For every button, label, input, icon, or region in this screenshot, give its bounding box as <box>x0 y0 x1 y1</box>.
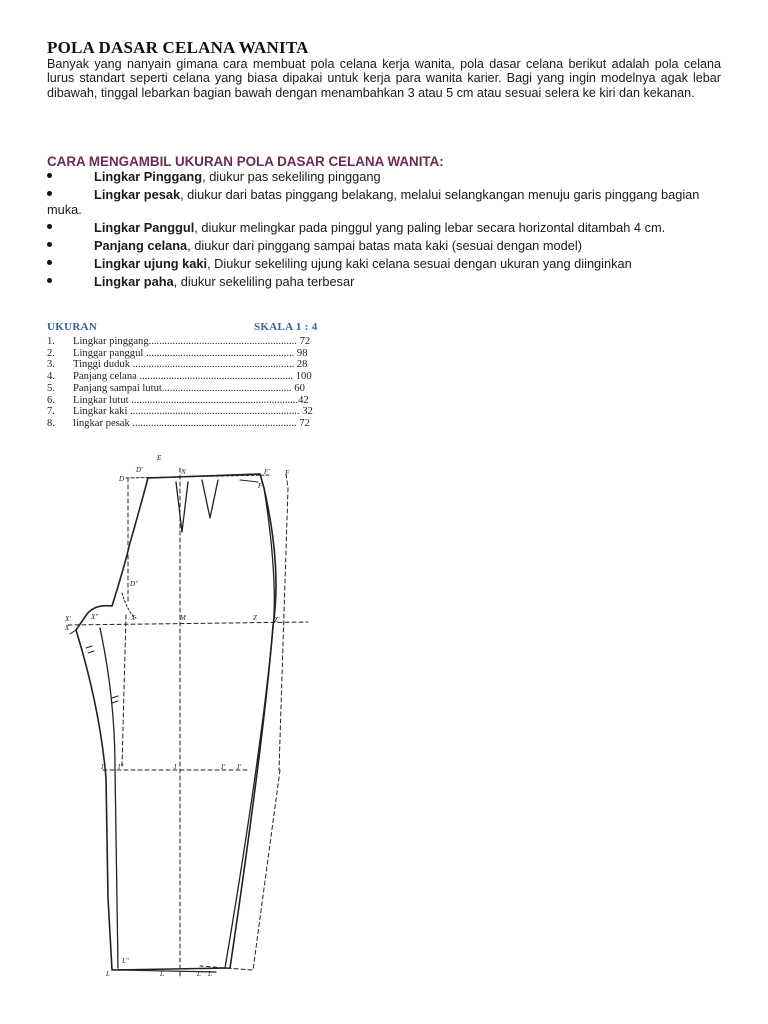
list-item <box>47 348 313 360</box>
measure-term: Lingkar Pinggang <box>94 169 203 184</box>
measure-term: Lingkar pesak <box>94 187 181 202</box>
label-l0: L <box>160 970 164 978</box>
list-item <box>47 187 727 217</box>
scale-label: SKALA 1 : 4 <box>254 321 318 333</box>
list-item <box>47 418 313 430</box>
label-m: M <box>180 614 186 622</box>
label-d2: D'' <box>130 580 139 588</box>
item-number: 2. <box>47 347 55 359</box>
measure-term: Lingkar ujung kaki <box>94 256 208 271</box>
label-i: I <box>101 763 104 771</box>
label-i2: I'' <box>118 763 124 771</box>
label-d1: D' <box>136 466 143 474</box>
item-number: 6. <box>47 394 55 406</box>
item-number: 8. <box>47 417 55 429</box>
list-item <box>47 274 727 289</box>
label-z: Z <box>253 614 257 622</box>
item-text: Tinggi duduk ............................................................. 28 <box>73 359 308 371</box>
label-x: X <box>131 614 136 622</box>
measure-desc: , diukur pas sekeliling pinggang <box>202 169 381 184</box>
label-x2: X'' <box>91 613 99 621</box>
list-item <box>47 169 727 184</box>
label-l1: L' <box>197 970 203 978</box>
list-item <box>47 359 313 371</box>
bullet-icon <box>47 224 52 229</box>
trouser-pattern-diagram <box>40 448 320 988</box>
label-l: L <box>106 970 110 978</box>
bullet-icon <box>47 173 52 178</box>
item-number: 1. <box>47 336 55 347</box>
measure-desc: , Diukur sekeliling ujung kaki celana sesuai dengan ukuran yang diinginkan <box>207 256 632 271</box>
label-x0: X <box>65 624 70 632</box>
measure-term: Lingkar paha <box>94 274 174 289</box>
list-item <box>47 371 313 383</box>
bullet-icon <box>47 278 52 283</box>
measure-list <box>47 169 727 292</box>
list-item <box>47 256 727 271</box>
construction-lines <box>68 468 308 976</box>
label-i3: I' <box>237 763 241 771</box>
item-number: 4. <box>47 371 55 383</box>
item-text: Lingkar pinggang........................................................ 72 <box>73 336 311 347</box>
page-title: POLA DASAR CELANA WANITA <box>47 38 309 57</box>
item-text: Lingkar kaki ................................................................ 32 <box>73 406 313 418</box>
label-i1: I' <box>221 763 225 771</box>
list-item <box>47 383 313 395</box>
measure-desc: , diukur melingkar pada pinggul yang paling lebar secara horizontal ditambah 4 cm. <box>194 220 666 235</box>
item-text: Lingkar lutut ...............................................................42 <box>73 394 309 406</box>
label-z1: Z' <box>274 616 280 624</box>
measure-term: Panjang celana <box>94 238 188 253</box>
list-item <box>47 238 727 253</box>
label-e: E <box>157 454 162 462</box>
measure-desc: , diukur dari batas pinggang belakang, melalui selangkangan menuju garis pinggang bagian muka. <box>47 187 700 217</box>
measure-desc: , diukur dari pinggang sampai batas mata kaki (sesuai dengan model) <box>187 238 582 253</box>
label-l2: L'' <box>122 957 129 965</box>
list-item <box>47 406 313 418</box>
item-number: 5. <box>47 382 55 394</box>
bullet-icon <box>47 260 52 265</box>
label-f1: F' <box>264 468 270 476</box>
item-number: 7. <box>47 406 55 418</box>
label-i0: I <box>174 763 177 771</box>
item-text: Linggar panggul ........................................................ 98 <box>73 347 308 359</box>
list-item <box>47 336 313 348</box>
size-header-label: UKURAN <box>47 321 98 333</box>
intro-paragraph: Banyak yang nanyain gimana cara membuat pola celana kerja wanita, pola dasar celana berikut adalah pola celana lurus standart seperti celana yang biasa dipakai untuk kerja para wanita karier. Bagi yang ingin modelnya agak lebar dibawah, tinggal lebarkan bagian bawah dengan menambahkan 3 atau 5 cm atau sesuai selera ke kiri dan kekanan. <box>47 57 721 100</box>
label-l3: L <box>208 970 212 978</box>
size-list <box>47 336 313 430</box>
item-number: 3. <box>47 359 55 371</box>
measure-term: Lingkar Panggul <box>94 220 195 235</box>
label-x1: X' <box>65 615 71 623</box>
pattern-outline <box>70 474 276 972</box>
measure-heading: CARA MENGAMBIL UKURAN POLA DASAR CELANA WANITA: <box>47 154 444 169</box>
item-text: Panjang celana .......................................................... 100 <box>73 371 312 383</box>
list-item <box>47 395 313 407</box>
bullet-icon <box>47 242 52 247</box>
label-f2: F <box>258 482 263 490</box>
item-text: lingkar pesak .............................................................. 72 <box>73 417 310 429</box>
measure-desc: , diukur sekeliling paha terbesar <box>173 274 355 289</box>
list-item <box>47 220 727 235</box>
label-n: N <box>181 468 186 476</box>
label-d: D <box>119 475 125 483</box>
label-f: F <box>285 469 290 477</box>
item-text: Panjang sampai lutut................................................. 60 <box>73 382 305 394</box>
bullet-icon <box>47 191 52 196</box>
